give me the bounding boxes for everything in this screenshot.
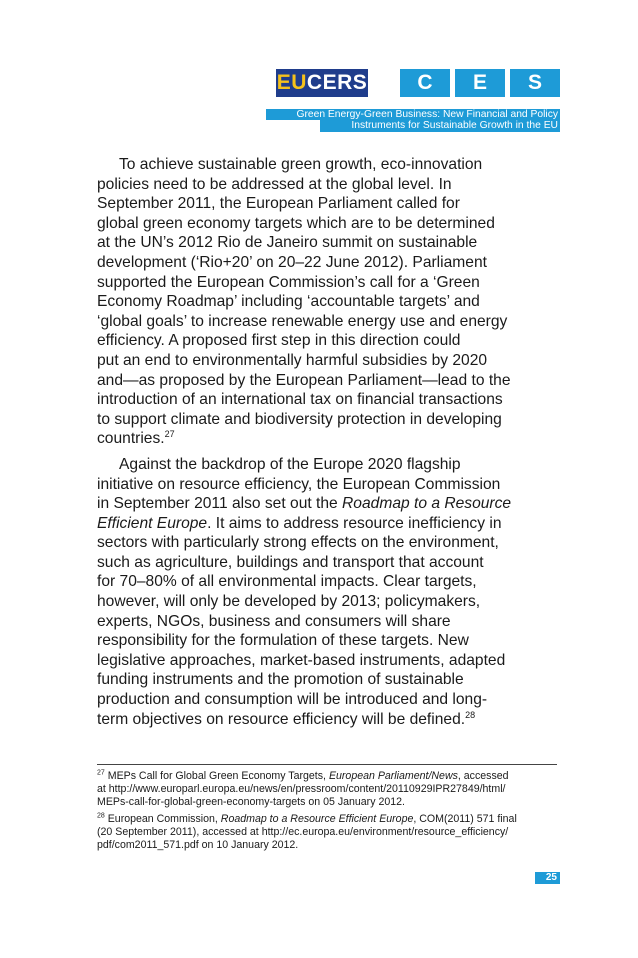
text-line: production and consumption will be introduced and long- (97, 691, 488, 709)
text-line: and—as proposed by the European Parliament—lead to the (97, 371, 511, 389)
footnote-ref-27[interactable]: 27 (164, 429, 175, 440)
main-text (97, 155, 557, 735)
text-line: such as agriculture, buildings and transport that account (97, 553, 484, 571)
paragraph-1 (97, 155, 557, 449)
text-fragment: MEPs Call for Global Green Economy Targets, (104, 770, 329, 782)
text-fragment: in September 2011 also set out the (97, 495, 343, 513)
text-line (97, 770, 557, 783)
text-line: Against the backdrop of the Europe 2020 flagship (119, 455, 461, 473)
text-fragment: . It aims to address resource inefficiency in (207, 514, 502, 532)
footnote-url[interactable]: (20 September 2011), accessed at http://ec.europa.eu/environment/resource_efficiency/ (97, 826, 509, 838)
italic-source: European Parliament/News (328, 770, 458, 782)
ces-letter-e: E (455, 69, 505, 97)
footnote-ref-28[interactable]: 28 (465, 709, 476, 720)
text-line: Economy Roadmap’ including ‘accountable targets’ and (97, 293, 480, 311)
text-line: policies need to be addressed at the global level. In (97, 175, 452, 193)
ces-letter-s: S (510, 69, 560, 97)
text-fragment: , accessed (457, 770, 509, 782)
text-line: efficiency. A proposed first step in this direction could (97, 332, 461, 350)
text-line: at the UN’s 2012 Rio de Janeiro summit on sustainable (97, 234, 478, 252)
tagline-line-1: Green Energy-Green Business: New Financial and Policy (266, 109, 560, 120)
footnote-27 (97, 770, 557, 809)
text-line: responsibility for the formulation of these targets. New (97, 632, 469, 650)
text-line: legislative approaches, market-based instruments, adapted (97, 651, 506, 669)
text-line: ‘global goals’ to increase renewable energy use and energy (97, 312, 508, 330)
text-line: to support climate and biodiversity protection in developing (97, 410, 502, 428)
footnote-number: 28 (97, 812, 105, 820)
text-line: global green economy targets which are to be determined (97, 214, 495, 232)
italic-source: Roadmap to a Resource Efficient Europe (220, 813, 414, 825)
footnote-divider (97, 764, 557, 765)
ces-letter-c: C (400, 69, 450, 97)
italic-title: Efficient Europe (97, 514, 208, 532)
text-line: MEPs-call-for-global-green-economy-targets on 05 January 2012. (97, 796, 405, 808)
italic-title: Roadmap to a Resource (342, 495, 512, 513)
text-line (97, 429, 557, 449)
footnote-28 (97, 813, 557, 852)
text-line: for 70–80% of all environmental impacts. Clear targets, (97, 573, 477, 591)
text-line: initiative on resource efficiency, the European Commission (97, 475, 501, 493)
eucers-logo (276, 69, 368, 97)
text-line (97, 813, 557, 826)
text-fragment: European Commission, (104, 813, 221, 825)
text-line: sectors with particularly strong effects on the environment, (97, 534, 499, 552)
text-line: September 2011, the European Parliament called for (97, 195, 460, 213)
text-fragment: term objectives on resource efficiency will be defined. (97, 710, 466, 728)
text-line: funding instruments and the promotion of sustainable (97, 671, 464, 689)
text-line: To achieve sustainable green growth, eco-innovation (119, 156, 483, 173)
footnote-number: 27 (97, 769, 105, 777)
text-line: introduction of an international tax on financial transactions (97, 391, 503, 409)
footnotes (97, 770, 557, 856)
text-line (97, 494, 557, 514)
page-number: 25 (535, 872, 560, 884)
tagline-line-2: Instruments for Sustainable Growth in the EU (320, 120, 560, 132)
text-line: put an end to environmentally harmful subsidies by 2020 (97, 351, 488, 369)
text-line: supported the European Commission’s call for a ‘Green (97, 273, 480, 291)
text-line: experts, NGOs, business and consumers will share (97, 612, 451, 630)
footnote-url[interactable]: at http://www.europarl.europa.eu/news/en/pressroom/content/20110929IPR27849/html/ (97, 783, 506, 795)
text-line: however, will only be developed by 2013; policymakers, (97, 593, 481, 611)
logo-cers: CERS (306, 71, 368, 94)
text-line: development (‘Rio+20’ on 20–22 June 2012). Parliament (97, 253, 487, 271)
paragraph-2 (97, 455, 557, 729)
text-fragment: countries. (97, 430, 165, 448)
text-line (97, 710, 557, 730)
text-line: pdf/com2011_571.pdf on 10 January 2012. (97, 839, 299, 851)
text-fragment: , COM(2011) 571 final (413, 813, 517, 825)
text-line (97, 514, 557, 534)
logo-eu: EU (276, 71, 307, 94)
